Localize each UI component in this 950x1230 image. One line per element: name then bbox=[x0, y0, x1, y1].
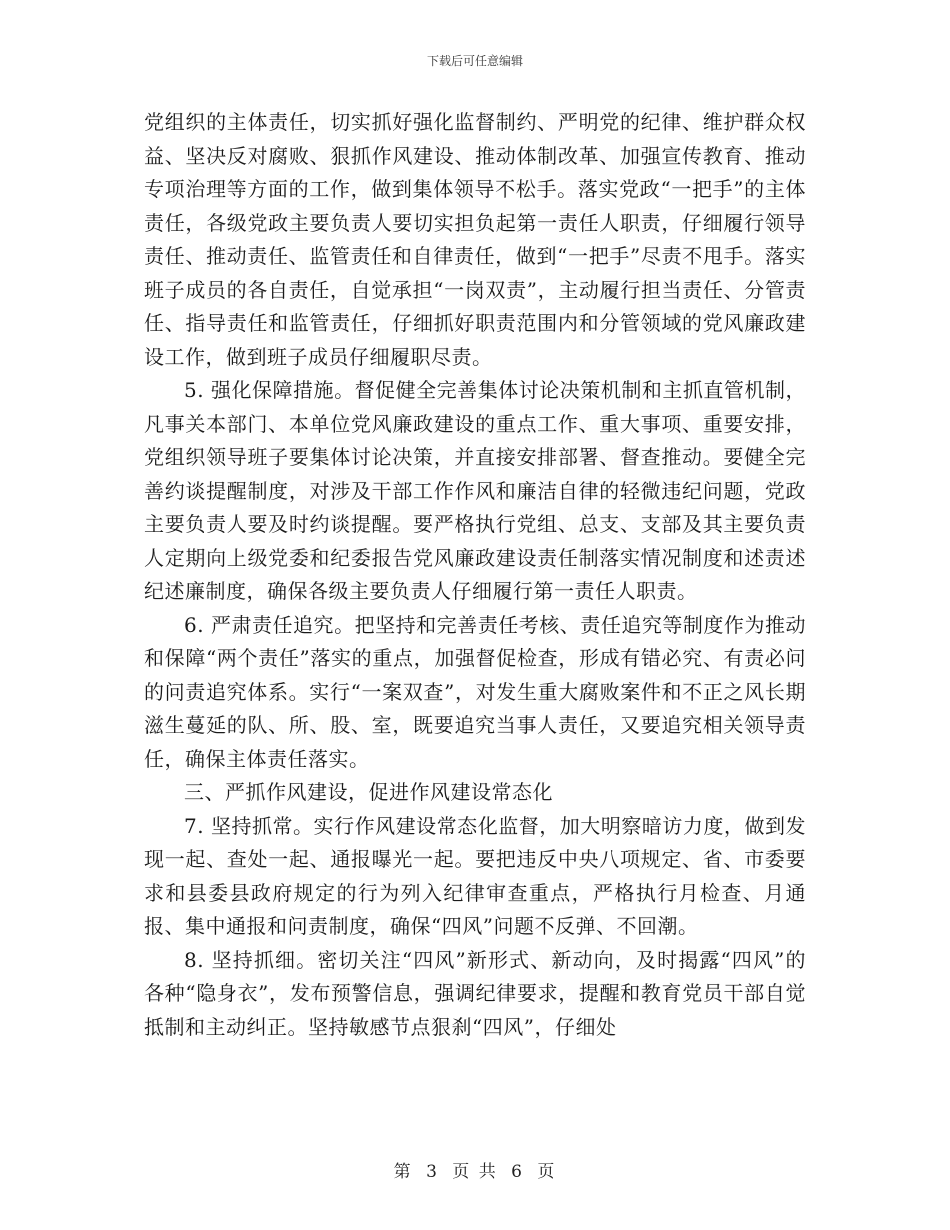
paragraph: 7. 坚持抓常。实行作风建设常态化监督，加大明察暗访力度，做到发现一起、查处一起、通报曝光一起。要把违反中央八项规定、省、市委要求和县委县政府规定的行为列入纪律审查重点，严格执行月检查、月通报、集中通报和问责制度，确保“四风”问题不反弹、不回潮。 bbox=[144, 813, 806, 938]
footer-middle: 页 共 bbox=[452, 1162, 498, 1182]
page-header: 下载后可任意编辑 bbox=[426, 54, 523, 68]
paragraph: 8. 坚持抓细。密切关注“四风”新形式、新动向，及时揭露“四风”的各种“隐身衣”，发布预警信息，强调纪律要求，提醒和教育党员干部自觉抵制和主动纠正。坚持敏感节点狠刹“四风”，仔细处 bbox=[144, 947, 806, 1039]
paragraph: 5. 强化保障措施。督促健全完善集体讨论决策机制和主抓直管机制，凡事关本部门、本单位党风廉政建设的重点工作、重大事项、重要安排，党组织领导班子要集体讨论决策，并直接安排部署、督查推动。要健全完善约谈提醒制度，对涉及干部工作作风和廉洁自律的轻微违纪问题，党政主要负责人要及时约谈提醒。要严格执行党组、总支、支部及其主要负责人定期向上级党委和纪委报告党风廉政建设责任制落实情况制度和述责述纪述廉制度，确保各级主要负责人仔细履行第一责任人职责。 bbox=[144, 378, 806, 603]
footer-prefix: 第 bbox=[393, 1162, 413, 1182]
footer-suffix: 页 bbox=[537, 1162, 557, 1182]
document-body bbox=[144, 106, 806, 1044]
total-pages: 6 bbox=[511, 1162, 524, 1182]
page-footer bbox=[0, 1157, 950, 1182]
section-heading: 三、严抓作风建设，促进作风建设常态化 bbox=[184, 780, 553, 804]
paragraph: 6. 严肃责任追究。把坚持和完善责任考核、责任追究等制度作为推动和保障“两个责任”落实的重点，加强督促检查，形成有错必究、有责必问的问责追究体系。实行“一案双查”，对发生重大腐败案件和不正之风长期滋生蔓延的队、所、股、室，既要追究当事人责任，又要追究相关领导责任，确保主体责任落实。 bbox=[144, 612, 806, 771]
paragraph: 党组织的主体责任，切实抓好强化监督制约、严明党的纪律、维护群众权益、坚决反对腐败、狠抓作风建设、推动体制改革、加强宣传教育、推动专项治理等方面的工作，做到集体领导不松手。落实党政“一把手”的主体责任，各级党政主要负责人要切实担负起第一责任人职责，仔细履行领导责任、推动责任、监管责任和自律责任，做到“一把手”尽责不甩手。落实班子成员的各自责任，自觉承担“一岗双责”，主动履行担当责任、分管责任、指导责任和监管责任，仔细抓好职责范围内和分管领域的党风廉政建设工作，做到班子成员仔细履职尽责。 bbox=[144, 110, 806, 369]
current-page-number: 3 bbox=[426, 1162, 439, 1182]
